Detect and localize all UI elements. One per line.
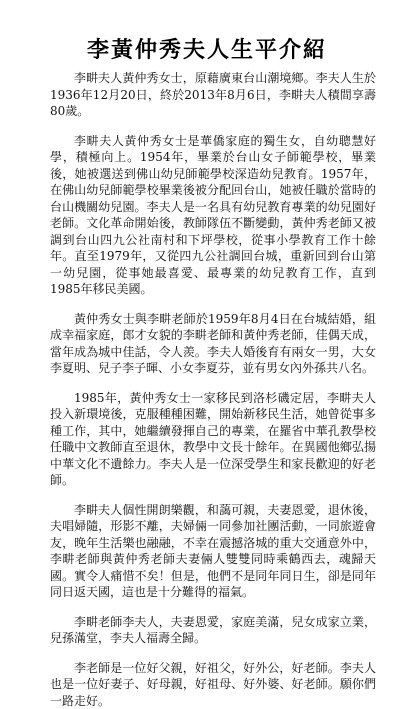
paragraph-birth-death: 李畊夫人黃仲秀女士，原藉廣東台山潮境鄉。李夫人生於1936年12月20日，終於2013年8月6日，李畊夫人積間享壽80歲。 xyxy=(50,70,376,120)
document-title: 李黃仲秀夫人生平介紹 xyxy=(0,37,414,63)
document-body xyxy=(50,70,376,709)
paragraph-personality-passing: 李畊夫人個性開朗樂觀，和藹可親，夫妻恩愛，退休後，夫唱婦隨，形影不離，夫婦倆一同參加社團活動，一同旅遊會友，晚年生活樂也融融，不幸在震撼洛城的重大交通意外中，李畊老師與黃仲秀老師夫妻倆人雙雙同時乘鶴西去，魂歸天國。實令人痛惜不矣！但是，他們不是同年同日生，卻是同年同日返天國，這也是十分難得的福氣。 xyxy=(50,502,376,601)
paragraph-education-career: 李畊夫人黃仲秀女士是華僑家庭的獨生女，自幼聰慧好學，積極向上。1954年，畢業於台山女子師範學校，畢業後，她被選送到佛山幼兒師範學校深造幼兒教育。1957年，在佛山幼兒師範學校畢業後被分配回台山，她被任職於當時的台山機關幼兒園。李夫人是一名具有幼兒教育專業的幼兒園好老師。文化革命開始後，教師隊伍不斷變動，黃仲秀老師又被調到台山四九公社南村和下坪學校，從事小學教育工作十餘年。直至1979年，又從四九公社調回台城，重新回到台山第一幼兒園，從事她最喜愛、最專業的幼兒教育工作，直到1985年移民美國。 xyxy=(50,133,376,298)
paragraph-emigration: 1985年，黃仲秀女士一家移民到洛杉磯定居，李畊夫人投入新環境後，克服種種困難，開始新移民生活，她曾從事多種工作，其中，她繼續發揮自己的專業，在羅省中華孔教學校任職中文教師直至退休，教學中文長十餘年。在異國他鄉弘揚中華文化不遺餘力。李夫人是一位深受學生和家長歡迎的好老師。 xyxy=(50,390,376,489)
paragraph-marriage-family: 黃仲秀女士與李畊老師於1959年8月4日在台城結婚，組成幸福家庭，郎才女貌的李畊老師和黃仲秀老師，佳偶天成，當年成為城中佳話，令人羨。李夫人婚後育有兩女一男，大女李夏明、兒子李子暉、小女李夏芬，並有男女內外孫共八名。 xyxy=(50,311,376,377)
paragraph-family-blessing: 李畊老師李夫人，夫妻恩愛，家庭美滿，兒女成家立業，兒孫滿堂，李夫人福壽全歸。 xyxy=(50,614,376,647)
paragraph-farewell: 李老師是一位好父親，好祖父，好外公，好老師。李夫人也是一位好妻子、好母親，好祖母、好外婆、好老師。願你們一路走好。 xyxy=(50,660,376,709)
